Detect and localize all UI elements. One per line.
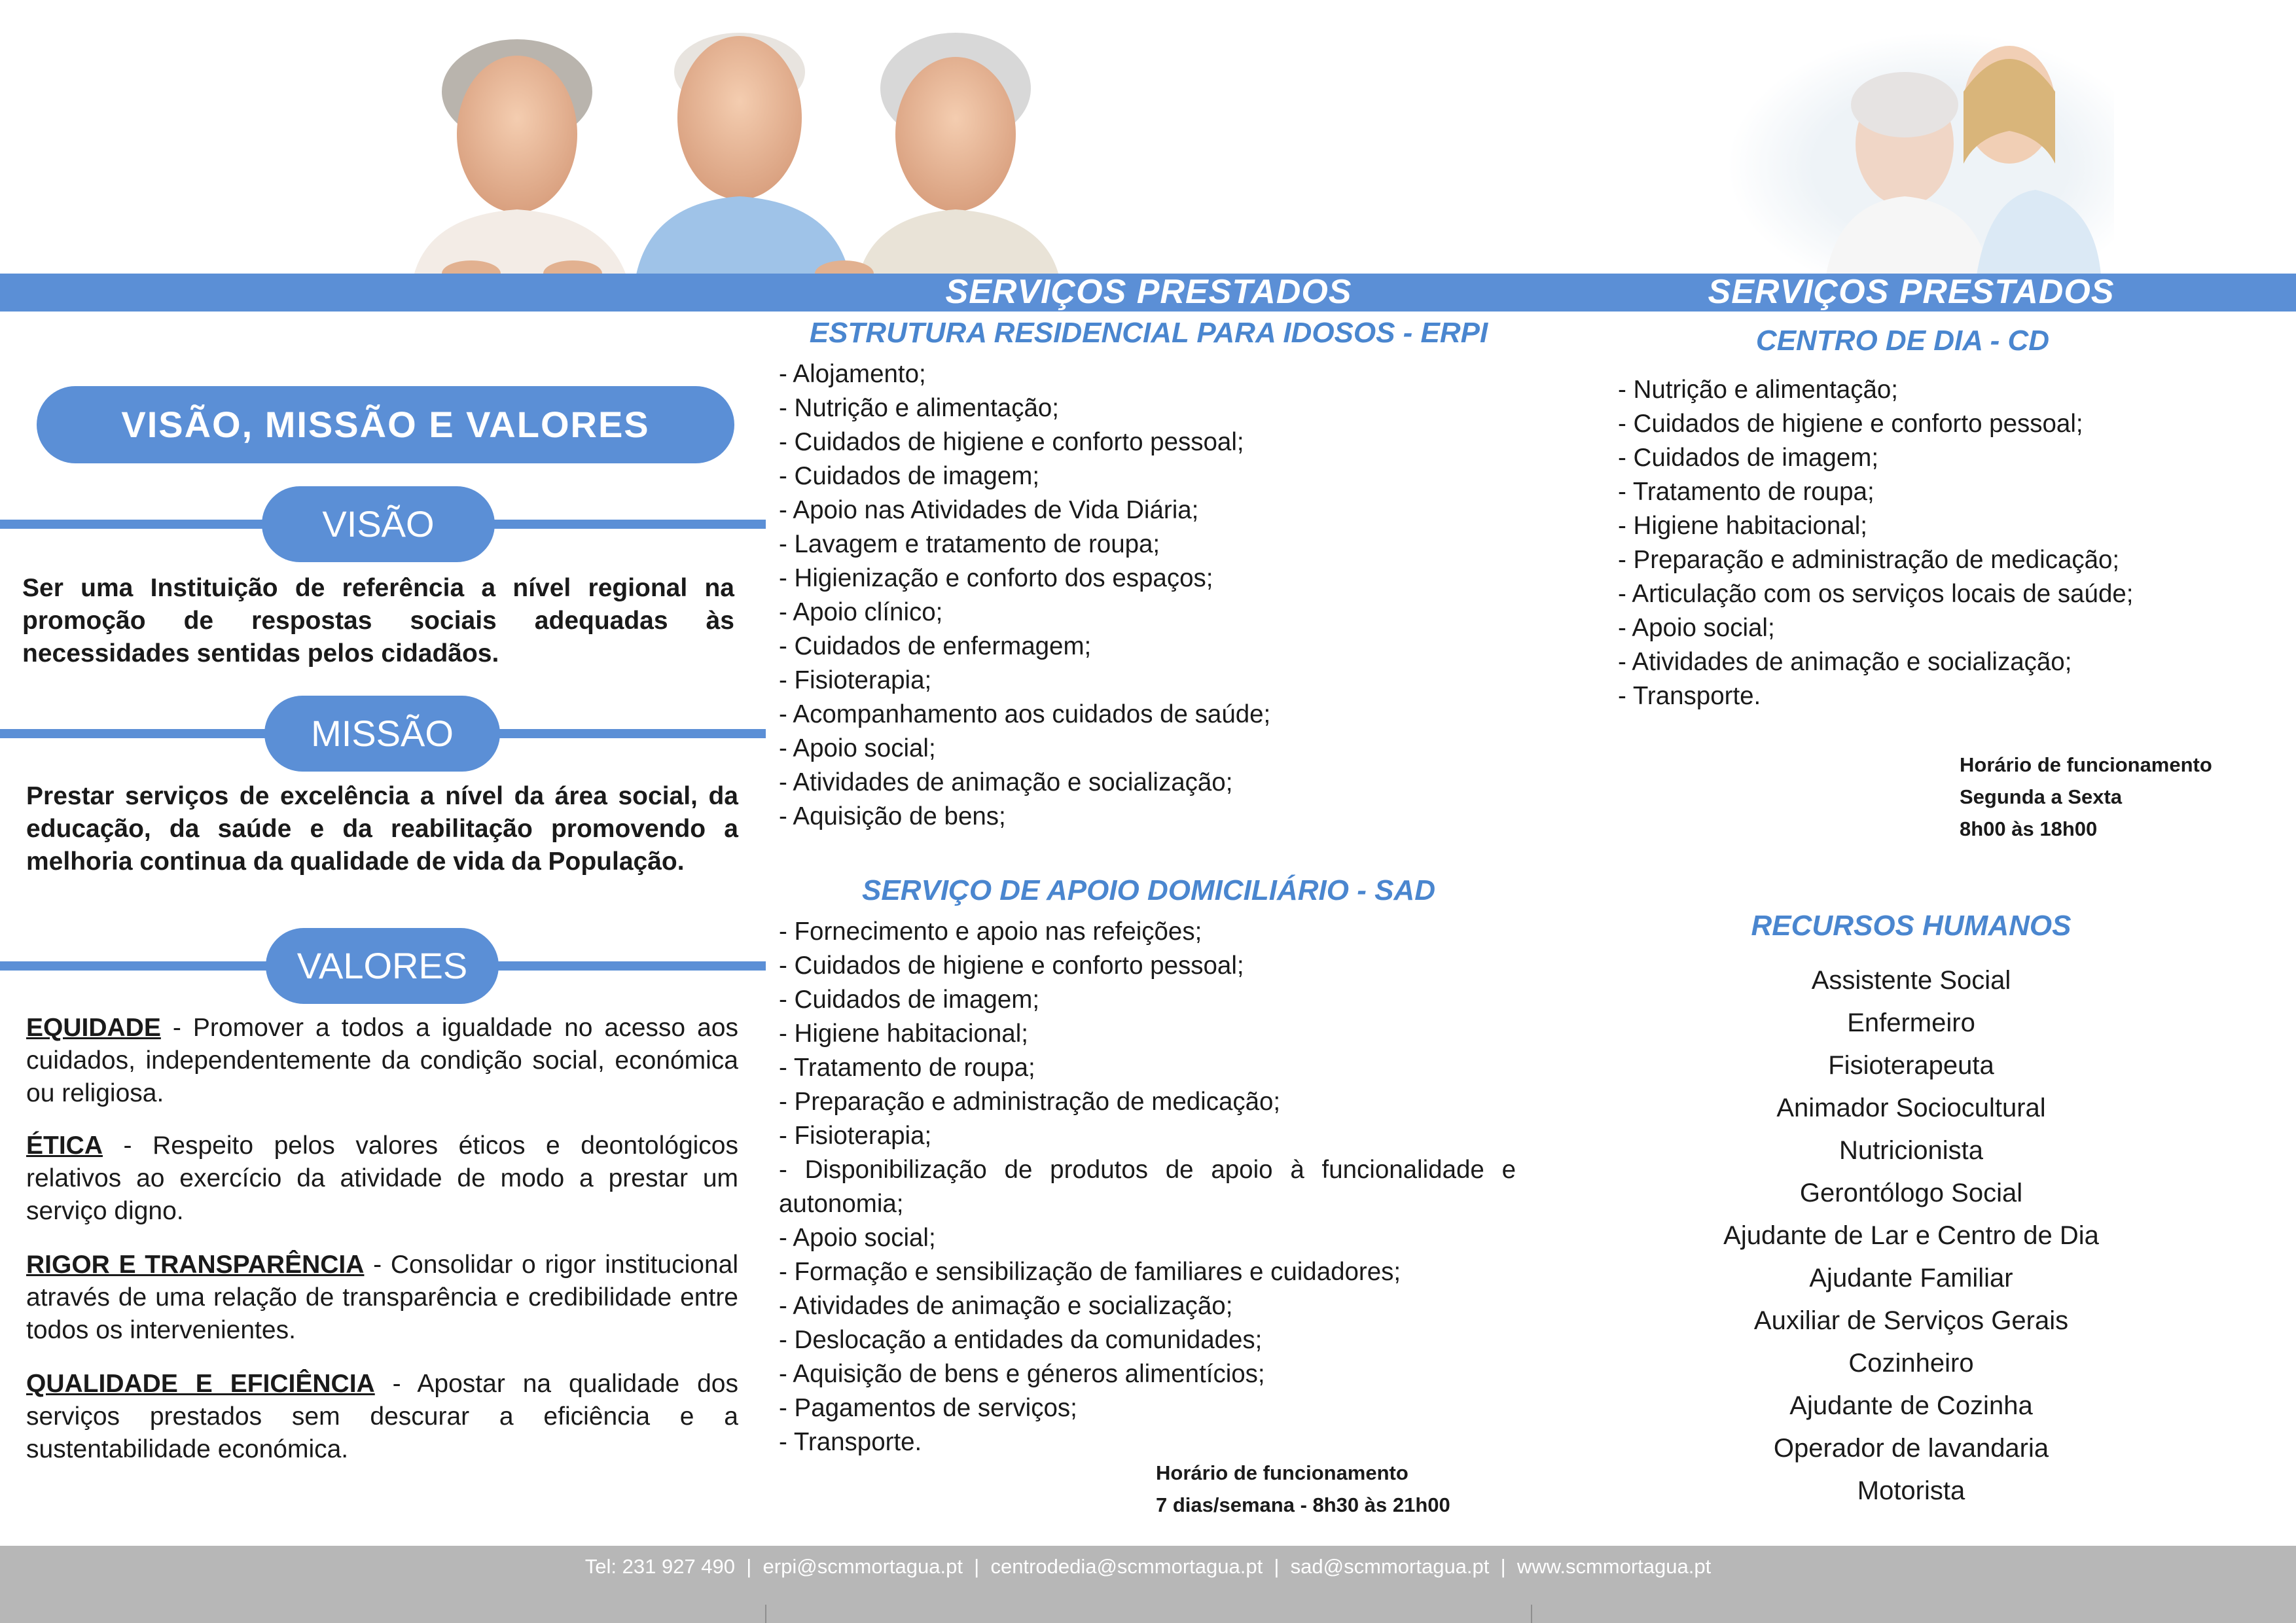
sad-hours — [1156, 1457, 1450, 1521]
rh-list — [1532, 959, 2291, 1512]
cd-hours-label: Horário de funcionamento — [1960, 753, 2212, 776]
sad-hours-value: 7 dias/semana - 8h30 às 21h00 — [1156, 1493, 1450, 1516]
list-item: - Higienização e conforto dos espaços; — [779, 564, 1213, 592]
list-item: Enfermeiro — [1847, 1008, 1975, 1037]
list-item: - Apoio social; — [1618, 614, 1775, 642]
list-item: - Cuidados de imagem; — [1618, 444, 1879, 472]
list-item: - Aquisição de bens e géneros alimentícios; — [779, 1360, 1265, 1388]
visao-text: Ser uma Instituição de referência a nível regional na promoção de respostas sociais adequadas às necessidades sentidas pelos cidadãos. — [22, 574, 734, 668]
visao-label: VISÃO — [262, 486, 495, 562]
list-item: - Cuidados de enfermagem; — [779, 632, 1092, 660]
cd-title: CENTRO DE DIA - CD — [1755, 325, 2050, 357]
fold-mark-left — [765, 1605, 766, 1623]
cd-list — [1618, 373, 2272, 713]
list-item: - Preparação e administração de medicação; — [1618, 546, 2120, 574]
list-item: Ajudante de Lar e Centro de Dia — [1723, 1221, 2099, 1250]
list-item: - Transporte. — [1618, 682, 1761, 710]
missao-label: MISSÃO — [264, 696, 500, 772]
list-item: - Formação e sensibilização de familiares e cuidadores; — [779, 1258, 1401, 1286]
sad-title: SERVIÇO DE APOIO DOMICILIÁRIO - SAD — [862, 874, 1435, 906]
list-item: Gerontólogo Social — [1799, 1179, 2023, 1207]
valor-term: ÉTICA — [26, 1132, 103, 1160]
list-item: - Cuidados de imagem; — [779, 986, 1040, 1014]
list-item: Animador Sociocultural — [1776, 1094, 2046, 1122]
list-item: - Tratamento de roupa; — [1618, 478, 1874, 506]
valor-qualidade — [26, 1368, 738, 1466]
missao-text: Prestar serviços de excelência a nível da área social, da educação, da saúde e da reabilitação promovendo a melhoria continua da qualidade de vida da População. — [26, 782, 738, 876]
valor-desc: - Promover a todos a igualdade no acesso aos cuidados, independentemente da condição social, económica ou religiosa. — [26, 1014, 738, 1107]
list-item: - Fisioterapia; — [779, 1122, 932, 1150]
list-item: - Atividades de animação e socialização; — [779, 1292, 1233, 1320]
list-item: - Articulação com os serviços locais de saúde; — [1618, 580, 2134, 608]
list-item: - Higiene habitacional; — [1618, 512, 1867, 540]
sad-hours-label: Horário de funcionamento — [1156, 1461, 1408, 1484]
footer-contacts: Tel: 231 927 490 | erpi@scmmortagua.pt | centrodedia@scmmortagua.pt | sad@scmmortagua.pt | www.scmmortagua.pt — [584, 1555, 1712, 1578]
list-item: - Acompanhamento aos cuidados de saúde; — [779, 700, 1271, 728]
list-item: - Apoio clínico; — [779, 598, 943, 626]
list-item: Cozinheiro — [1848, 1349, 1974, 1378]
list-item: - Apoio social; — [779, 734, 936, 762]
list-item: - Apoio social; — [779, 1224, 936, 1252]
list-item: Auxiliar de Serviços Gerais — [1753, 1306, 2069, 1335]
erpi-list — [779, 357, 1518, 834]
list-item: Fisioterapeuta — [1828, 1051, 1994, 1080]
valores-label: VALORES — [266, 928, 499, 1004]
caregiver-photo — [1728, 33, 2114, 275]
erpi-title: ESTRUTURA RESIDENCIAL PARA IDOSOS - ERPI — [809, 317, 1488, 349]
list-item: Motorista — [1857, 1476, 1965, 1505]
list-item: - Atividades de animação e socialização; — [1618, 648, 2072, 676]
list-item: Ajudante Familiar — [1809, 1264, 2013, 1293]
valor-term: RIGOR E TRANSPARÊNCIA — [26, 1251, 365, 1279]
elderly-group-photo — [386, 26, 1080, 281]
list-item: - Aquisição de bens; — [779, 802, 1006, 830]
list-item: - Cuidados de higiene e conforto pessoal; — [779, 428, 1244, 456]
list-item: - Fisioterapia; — [779, 666, 932, 694]
list-item: - Tratamento de roupa; — [779, 1054, 1035, 1082]
valor-equidade — [26, 1012, 738, 1110]
list-item: - Cuidados de higiene e conforto pessoal; — [1618, 410, 2083, 438]
list-item: - Transporte. — [779, 1428, 922, 1456]
valor-term: EQUIDADE — [26, 1014, 161, 1042]
list-item: - Fornecimento e apoio nas refeições; — [779, 918, 1202, 946]
list-item: - Atividades de animação e socialização; — [779, 768, 1233, 796]
services-title-middle: SERVIÇOS PRESTADOS — [945, 273, 1352, 311]
services-title-right: SERVIÇOS PRESTADOS — [1708, 273, 2115, 311]
list-item: Operador de lavandaria — [1773, 1434, 2049, 1463]
list-item: - Disponibilização de produtos de apoio à funcionalidade e autonomia; — [779, 1156, 1516, 1218]
fold-mark-right — [1531, 1605, 1532, 1623]
list-item: Nutricionista — [1839, 1136, 1984, 1165]
vmv-heading: VISÃO, MISSÃO E VALORES — [37, 386, 734, 463]
list-item: - Apoio nas Atividades de Vida Diária; — [779, 496, 1199, 524]
valor-etica — [26, 1130, 738, 1228]
list-item: - Higiene habitacional; — [779, 1020, 1028, 1048]
sad-list — [779, 915, 1516, 1459]
list-item: - Deslocação a entidades da comunidades; — [779, 1326, 1263, 1354]
list-item: - Preparação e administração de medicação; — [779, 1088, 1281, 1116]
list-item: - Nutrição e alimentação; — [1618, 376, 1898, 404]
list-item: - Cuidados de higiene e conforto pessoal; — [779, 952, 1244, 980]
list-item: - Alojamento; — [779, 360, 926, 388]
list-item: Ajudante de Cozinha — [1789, 1391, 2033, 1420]
valor-term: QUALIDADE E EFICIÊNCIA — [26, 1370, 375, 1398]
list-item: - Nutrição e alimentação; — [779, 394, 1059, 422]
cd-hours-value: 8h00 às 18h00 — [1960, 817, 2098, 840]
valor-desc: - Consolidar o rigor institucional através de uma relação de transparência e credibilidade entre todos os intervenientes. — [26, 1251, 738, 1344]
valor-desc: - Respeito pelos valores éticos e deontológicos relativos ao exercício da atividade de modo a prestar um serviço digno. — [26, 1132, 738, 1225]
list-item: - Cuidados de imagem; — [779, 462, 1040, 490]
list-item: Assistente Social — [1811, 966, 2011, 995]
cd-hours — [1960, 749, 2212, 845]
valor-rigor — [26, 1249, 738, 1347]
rh-title: RECURSOS HUMANOS — [1751, 910, 2072, 942]
list-item: - Pagamentos de serviços; — [779, 1394, 1077, 1422]
cd-hours-days: Segunda a Sexta — [1960, 785, 2123, 808]
list-item: - Lavagem e tratamento de roupa; — [779, 530, 1160, 558]
valor-desc: - Apostar na qualidade dos serviços prestados sem descurar a eficiência e a sustentabilidade económica. — [26, 1370, 739, 1463]
